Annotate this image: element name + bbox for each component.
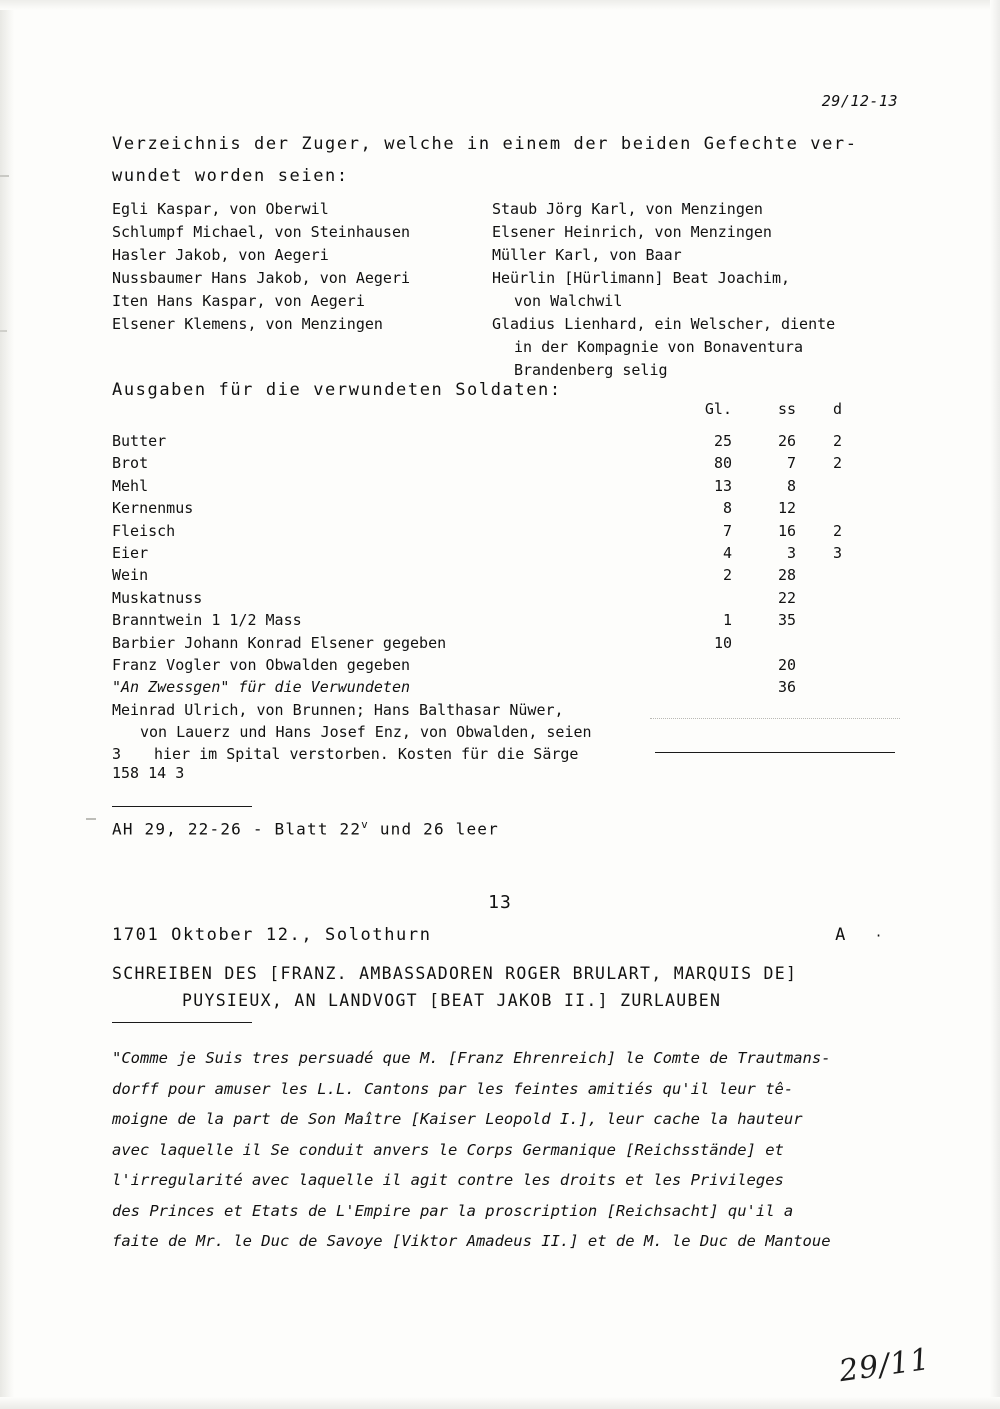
section-heading <box>112 128 902 192</box>
row-value-ss: 8 <box>786 476 796 495</box>
note-text: von Lauerz und Hans Josef Enz, von Obwalden, seien <box>140 723 592 742</box>
quote-line: l'irregularité avec laquelle il agit contre les droits et les Privileges <box>112 1171 784 1189</box>
folio-number: 29/12-13 <box>821 92 898 110</box>
quote-line: avec laquelle il Se conduit anvers le Corps Germanique [Reichsstände] et <box>112 1140 784 1159</box>
row-value-ss: 16 <box>777 521 796 540</box>
table-row <box>112 454 902 476</box>
document-title <box>112 960 912 1014</box>
scan-artifact-mark <box>0 330 7 332</box>
row-value-gl: 1 <box>722 611 732 630</box>
row-value-gl: 4 <box>722 543 732 562</box>
list-item: Staub Jörg Karl, von Menzingen <box>492 200 763 218</box>
row-label: Branntwein 1 1/2 Mass <box>112 611 302 630</box>
row-value-ss: 7 <box>786 454 796 473</box>
names-column-left <box>112 198 492 336</box>
row-label: Kernenmus <box>112 499 194 518</box>
row-label: Barbier Johann Konrad Elsener gegeben <box>112 633 447 652</box>
column-header-ss: ss <box>777 400 796 418</box>
table-row <box>112 634 902 656</box>
dateline-dot-mark: · <box>874 929 884 944</box>
row-label: Mehl <box>112 476 149 495</box>
document-dateline <box>112 925 902 945</box>
scan-artifact-mark <box>86 818 96 820</box>
total-value-gl: 158 <box>112 764 140 782</box>
table-row <box>112 432 902 454</box>
list-item: Müller Karl, von Baar <box>492 246 682 264</box>
list-item: Heürlin [Hürlimann] Beat Joachim, <box>492 269 791 287</box>
table-row <box>112 678 902 700</box>
list-item-continuation: von Walchwil <box>514 292 623 310</box>
page-edge-right <box>990 0 1000 1409</box>
row-label: Fleisch <box>112 521 176 540</box>
row-value-ss: 28 <box>777 566 796 585</box>
row-value-ss: 36 <box>777 678 796 697</box>
document-number: 13 <box>488 892 512 913</box>
row-label: Eier <box>112 543 149 562</box>
page-edge-bottom <box>0 1397 1000 1409</box>
list-item: Hasler Jakob, von Aegeri <box>112 246 329 264</box>
row-label: Wein <box>112 566 149 585</box>
archive-reference-superscript: v <box>361 818 369 831</box>
row-value-d: 2 <box>832 432 842 450</box>
document-quote <box>112 1043 902 1257</box>
row-value-ss: 26 <box>777 432 796 450</box>
row-value-ss: 35 <box>777 611 796 630</box>
dateline-text: 1701 Oktober 12., Solothurn <box>112 925 432 945</box>
row-value-gl: 10 <box>713 633 732 652</box>
note-text: hier im Spital verstorben. Kosten für die Särge <box>154 745 579 764</box>
table-row <box>112 656 902 678</box>
table-row <box>112 611 902 633</box>
table-row <box>112 477 902 499</box>
column-header-d: d <box>832 400 842 418</box>
list-item-continuation: Brandenberg selig <box>514 361 668 379</box>
row-value-ss: 3 <box>786 543 796 562</box>
row-label: Muskatnuss <box>112 588 203 607</box>
ledger-column-headers <box>112 400 902 422</box>
heading-line-1: Verzeichnis der Zuger, welche in einem der beiden Gefechte ver- <box>112 134 858 154</box>
ledger-total-rule <box>655 752 895 753</box>
ledger-dotted-rule <box>650 718 900 719</box>
note-line <box>112 701 902 723</box>
row-label: Brot <box>112 454 149 473</box>
list-item: Nussbaumer Hans Jakob, von Aegeri <box>112 269 411 287</box>
row-value-ss: 12 <box>777 499 796 518</box>
names-column-right <box>492 198 912 382</box>
row-value-d: 2 <box>832 454 842 473</box>
row-value-ss: 22 <box>777 588 796 607</box>
heading-line-2: wundet worden seien: <box>112 166 349 186</box>
title-divider <box>112 1022 252 1023</box>
row-value-gl: 8 <box>722 499 732 518</box>
total-value-d: 3 <box>175 764 185 782</box>
row-value-d: 2 <box>832 521 842 540</box>
archive-reference-suffix: und 26 leer <box>368 819 499 839</box>
list-item: Elsener Klemens, von Menzingen <box>112 315 383 333</box>
row-label: Butter <box>112 432 167 450</box>
archive-reference <box>112 818 499 838</box>
quote-line: faite de Mr. le Duc de Savoye [Viktor Amadeus II.] et de M. le Duc de Mantoue <box>112 1232 831 1250</box>
quote-line: dorff pour amuser les L.L. Cantons par les feintes amitiés qu'il leur tê- <box>112 1079 794 1098</box>
note-line <box>112 723 902 745</box>
archive-reference-prefix: AH 29, 22-26 - Blatt 22 <box>112 819 362 839</box>
row-value-gl: 7 <box>722 521 732 540</box>
table-row <box>112 522 902 544</box>
ledger-total-row <box>112 764 902 786</box>
column-header-gl: Gl. <box>704 400 732 418</box>
list-item-continuation: in der Kompagnie von Bonaventura <box>514 338 803 356</box>
note-text: Meinrad Ulrich, von Brunnen; Hans Balthasar Nüwer, <box>112 700 564 719</box>
expenses-title: Ausgaben für die verwundeten Soldaten: <box>112 380 562 400</box>
row-value-gl: 25 <box>713 432 732 450</box>
row-value-d: 3 <box>832 543 842 562</box>
dateline-right-mark: A <box>835 925 847 945</box>
page-edge-left <box>0 0 14 1409</box>
quote-line: des Princes et Etats de L'Empire par la proscription [Reichsacht] qu'il a <box>112 1201 794 1220</box>
document-title-line-2: PUYSIEUX, AN LANDVOGT [BEAT JAKOB II.] ZURLAUBEN <box>182 991 722 1010</box>
row-label: "An Zwessgen" für die Verwundeten <box>112 678 411 697</box>
quote-line: moigne de la part de Son Maître [Kaiser Leopold I.], leur cache la hauteur <box>112 1110 803 1128</box>
list-item: Iten Hans Kaspar, von Aegeri <box>112 292 365 310</box>
table-row <box>112 544 902 566</box>
row-label: Franz Vogler von Obwalden gegeben <box>112 655 411 674</box>
note-value: 3 <box>112 745 122 764</box>
footnote-divider <box>112 806 252 807</box>
scan-artifact-mark <box>0 175 9 177</box>
row-value-ss: 20 <box>777 655 796 674</box>
list-item: Gladius Lienhard, ein Welscher, diente <box>492 315 836 333</box>
handwritten-pencil-annotation: 29/11 <box>836 1341 932 1390</box>
total-value-ss: 14 <box>148 764 167 782</box>
list-item: Schlumpf Michael, von Steinhausen <box>112 223 411 241</box>
row-value-gl: 80 <box>713 454 732 473</box>
list-item: Egli Kaspar, von Oberwil <box>112 200 329 218</box>
quote-line: "Comme je Suis tres persuadé que M. [Franz Ehrenreich] le Comte de Trautmans- <box>112 1049 831 1067</box>
row-value-gl: 13 <box>713 476 732 495</box>
document-title-line-1: SCHREIBEN DES [FRANZ. AMBASSADOREN ROGER BRULART, MARQUIS DE] <box>112 964 798 983</box>
page-edge-top <box>0 0 1000 10</box>
row-value-gl: 2 <box>722 566 732 585</box>
table-row <box>112 566 902 588</box>
list-item: Elsener Heinrich, von Menzingen <box>492 223 772 241</box>
table-row <box>112 589 902 611</box>
table-row <box>112 499 902 521</box>
